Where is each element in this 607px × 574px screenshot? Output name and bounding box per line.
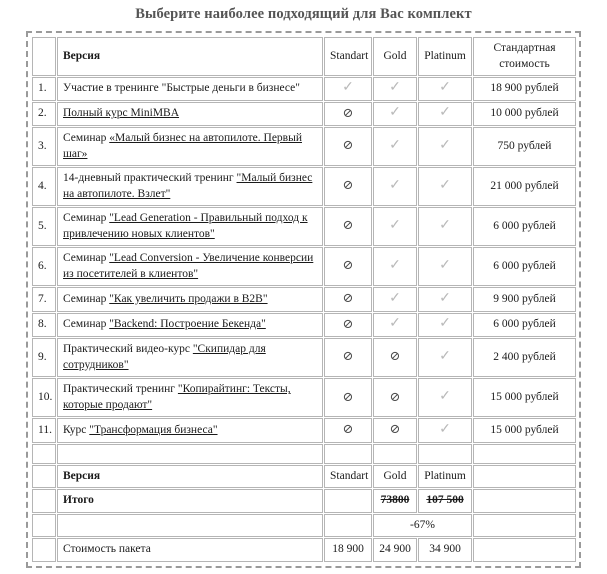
check-icon: ✓ [439,80,451,96]
not-included-icon: ⊘ [389,421,401,437]
spacer-cell [32,444,56,464]
spacer-cell [57,444,323,464]
summary-header-gold: Gold [373,465,417,489]
product-name-prefix: Практический видео-курс [63,343,193,356]
package-label: Стоимость пакета [57,538,323,562]
check-icon: ✓ [389,80,401,96]
row-number: 3. [32,127,56,166]
check-icon: ✓ [439,257,451,273]
standard-price-cell: 2 400 рублей [473,338,576,377]
platinum-availability-cell [418,167,472,206]
row-number: 5. [32,207,56,246]
row-number: 10. [32,378,56,417]
pricing-table-container [26,31,581,568]
table-row [32,313,576,338]
product-name-prefix: Участие в тренинге "Быстрые деньги в бизнесе" [63,82,300,95]
summary-header-empty-cell [473,465,576,489]
row-number: 11. [32,418,56,443]
table-row [32,102,576,127]
check-icon: ✓ [389,177,401,193]
table-row [32,418,576,443]
check-icon: ✓ [439,177,451,193]
table-row [32,338,576,377]
platinum-availability-cell [418,287,472,312]
not-included-icon: ⊘ [342,137,354,153]
discount-label-cell [57,514,323,538]
check-icon: ✓ [439,421,451,437]
platinum-availability-cell [418,102,472,127]
standard-price-cell: 6 000 рублей [473,247,576,286]
not-included-icon: ⊘ [342,217,354,233]
check-icon: ✓ [439,389,451,404]
product-name-prefix: Семинар [63,318,110,331]
standard-price-cell: 15 000 рублей [473,378,576,417]
table-header-row [32,37,576,76]
table-row [32,287,576,312]
not-included-icon: ⊘ [389,388,401,404]
not-included-icon: ⊘ [342,290,354,306]
product-name-cell [57,313,323,338]
totals-row [32,489,576,513]
spacer-cell [418,444,472,464]
gold-availability-cell [373,77,417,101]
discount-num-cell [32,514,56,538]
header-gold: Gold [373,37,417,76]
gold-availability-cell [373,207,417,246]
product-name-cell [57,77,323,101]
row-number: 9. [32,338,56,377]
header-num-cell [32,37,56,76]
not-included-icon: ⊘ [342,257,354,273]
table-row [32,127,576,166]
standard-price-cell: 18 900 рублей [473,77,576,101]
product-link[interactable]: "Lead Conversion - Увеличение конверсии из посетителей в клиентов" [63,252,314,280]
gold-availability-cell [373,247,417,286]
totals-label: Итого [57,489,323,513]
platinum-availability-cell [418,313,472,338]
product-name-cell [57,207,323,246]
check-icon: ✓ [389,105,401,121]
spacer-cell [473,444,576,464]
table-row [32,207,576,246]
product-link[interactable]: «Малый бизнес на автопилоте. Первый шаг» [63,132,302,160]
not-included-icon: ⊘ [389,348,401,364]
summary-header-standart: Standart [324,465,372,489]
standart-availability-cell [324,247,372,286]
check-icon: ✓ [439,105,451,121]
summary-header-version: Версия [57,465,323,489]
standard-price-cell: 21 000 рублей [473,167,576,206]
standard-price-cell: 750 рублей [473,127,576,166]
totals-platinum: 107 500 [418,489,472,513]
product-link[interactable]: "Скипидар для сотрудников" [63,343,266,371]
product-name-cell [57,378,323,417]
product-link[interactable]: "Как увеличить продажи в B2B" [109,292,268,305]
product-name-cell [57,102,323,127]
platinum-availability-cell [418,247,472,286]
product-name-cell [57,247,323,286]
package-price-gold[interactable]: 24 900 [373,538,417,562]
row-number: 1. [32,77,56,101]
standart-availability-cell [324,127,372,166]
header-standard-price [473,37,576,76]
spacer-cell [324,444,372,464]
product-name-cell [57,338,323,377]
table-row [32,378,576,417]
check-icon: ✓ [439,290,451,306]
product-name-prefix: 14-дневный практический тренинг [63,172,237,185]
discount-value: -67% [373,514,472,538]
gold-availability-cell [373,418,417,443]
standart-availability-cell [324,418,372,443]
product-name-cell [57,287,323,312]
totals-gold: 73800 [373,489,417,513]
product-link[interactable]: Полный курс MiniMBA [63,107,180,120]
gold-availability-cell [373,338,417,377]
standard-price-cell: 15 000 рублей [473,418,576,443]
standart-availability-cell [324,378,372,417]
check-icon: ✓ [439,316,451,332]
row-number: 8. [32,313,56,338]
standard-price-cell: 6 000 рублей [473,207,576,246]
header-version: Версия [57,37,323,76]
check-icon: ✓ [389,316,401,332]
platinum-availability-cell [418,77,472,101]
check-icon: ✓ [389,257,401,273]
row-number: 2. [32,102,56,127]
gold-availability-cell [373,378,417,417]
package-empty-cell [473,538,576,562]
header-platinum: Platinum [418,37,472,76]
discount-standart-cell [324,514,372,538]
summary-header-platinum: Platinum [418,465,472,489]
platinum-availability-cell [418,378,472,417]
summary-header-row [32,465,576,489]
header-standard-price-line1: Стандартная [493,42,556,54]
product-link[interactable]: "Lead Generation - Правильный подход к привлечению новых клиентов" [63,212,308,240]
product-name-prefix: Курс [63,423,90,436]
gold-availability-cell [373,127,417,166]
check-icon: ✓ [389,290,401,306]
standart-availability-cell [324,313,372,338]
package-price-standart[interactable]: 18 900 [324,538,372,562]
standard-price-cell: 10 000 рублей [473,102,576,127]
product-name-prefix: Семинар [63,292,110,305]
table-row [32,167,576,206]
package-price-row [32,538,576,562]
platinum-availability-cell [418,207,472,246]
discount-row [32,514,576,538]
standart-availability-cell [324,102,372,127]
row-number: 6. [32,247,56,286]
not-included-icon: ⊘ [342,315,354,331]
product-name-prefix: Практический тренинг [63,383,178,396]
product-name-cell [57,418,323,443]
product-link[interactable]: "Малый бизнес на автопилоте. Взлет" [63,172,313,200]
product-name-prefix: Семинар [63,132,110,145]
check-icon: ✓ [389,217,401,233]
row-number: 7. [32,287,56,312]
package-price-platinum[interactable]: 34 900 [418,538,472,562]
totals-num-cell [32,489,56,513]
product-link[interactable]: "Копирайтинг: Тексты, которые продают" [63,383,291,411]
product-name-cell [57,127,323,166]
discount-empty-cell [473,514,576,538]
gold-availability-cell [373,313,417,338]
standart-availability-cell [324,207,372,246]
table-row [32,247,576,286]
not-included-icon: ⊘ [342,388,354,404]
standart-availability-cell [324,338,372,377]
platinum-availability-cell [418,418,472,443]
standard-price-cell: 6 000 рублей [473,313,576,338]
spacer-cell [373,444,417,464]
totals-standart [324,489,372,513]
check-icon: ✓ [389,137,401,153]
header-standart: Standart [324,37,372,76]
product-link[interactable]: "Backend: Построение Бекенда" [109,318,266,331]
gold-availability-cell [373,167,417,206]
product-link[interactable]: "Трансформация бизнеса" [89,423,218,436]
not-included-icon: ⊘ [342,104,354,120]
gold-availability-cell [373,102,417,127]
check-icon: ✓ [439,217,451,233]
standard-price-cell: 9 900 рублей [473,287,576,312]
header-standard-price-line2: стоимость [499,57,550,70]
platinum-availability-cell [418,127,472,166]
product-name-prefix: Семинар [63,212,110,225]
row-number: 4. [32,167,56,206]
package-num-cell [32,538,56,562]
check-icon: ✓ [439,137,451,153]
check-icon: ✓ [342,80,354,96]
standart-availability-cell [324,167,372,206]
not-included-icon: ⊘ [342,177,354,193]
standart-availability-cell [324,77,372,101]
standart-availability-cell [324,287,372,312]
not-included-icon: ⊘ [342,348,354,364]
pricing-table [31,36,577,563]
spacer-row [32,444,576,464]
check-icon: ✓ [439,348,451,364]
table-row [32,77,576,101]
summary-header-num-cell [32,465,56,489]
product-name-prefix: Семинар [63,252,110,265]
gold-availability-cell [373,287,417,312]
product-name-cell [57,167,323,206]
platinum-availability-cell [418,338,472,377]
not-included-icon: ⊘ [342,421,354,437]
totals-empty-cell [473,489,576,513]
page-title: Выберите наиболее подходящий для Вас комплект [135,6,472,22]
